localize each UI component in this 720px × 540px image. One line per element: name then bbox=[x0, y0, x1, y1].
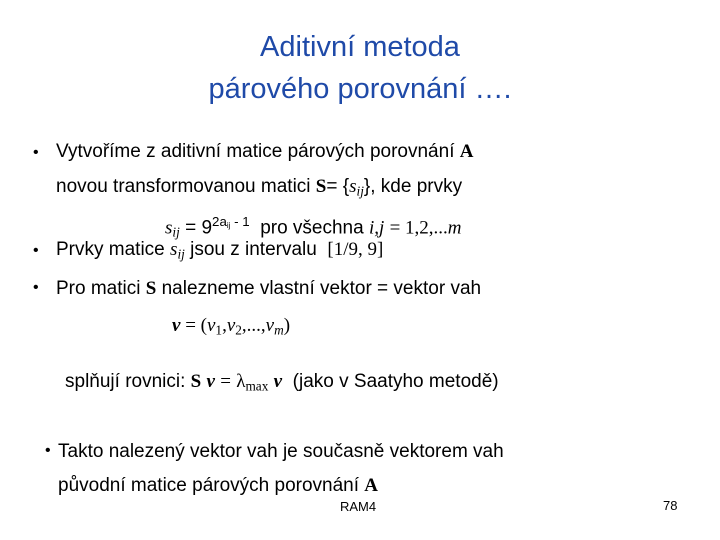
vector-v1: v bbox=[206, 315, 216, 336]
index-vars: i,j bbox=[368, 217, 385, 239]
interval: [1/9, 9] bbox=[327, 239, 384, 260]
vector-comma: , bbox=[222, 315, 227, 336]
bullet-1-line-1 bbox=[56, 140, 474, 164]
vector-dots: ,..., bbox=[241, 315, 266, 336]
equation-s: S bbox=[190, 371, 202, 392]
bullet-2-s-index: ij bbox=[177, 246, 185, 262]
matrix-a-symbol: A bbox=[459, 141, 474, 162]
title-line-2: párového porovnání …. bbox=[208, 73, 512, 105]
vector-line bbox=[172, 314, 290, 342]
vector-close: ) bbox=[283, 315, 291, 336]
vector-sub-1: 1 bbox=[215, 322, 223, 338]
footer-label: RAM4 bbox=[340, 499, 377, 514]
bullet-3-text: Pro matici bbox=[56, 278, 141, 299]
set-close-text: }, kde prvky bbox=[363, 176, 463, 197]
bullet-3-text-2: nalezneme vlastní vektor = vektor vah bbox=[161, 278, 482, 299]
equation-line bbox=[65, 370, 499, 398]
bullet-4-line-1 bbox=[58, 440, 504, 464]
page-number: 78 bbox=[663, 498, 678, 513]
bullet-2-line bbox=[56, 238, 383, 266]
bullet-1-text-2: novou transformovanou matici bbox=[56, 176, 311, 197]
formula-exponent bbox=[212, 214, 250, 229]
vector-v2: v bbox=[226, 315, 236, 336]
bullet-dot-4: • bbox=[45, 442, 51, 459]
bullet-4-text: Takto nalezený vektor vah je současně vektorem vah bbox=[58, 441, 504, 462]
bullet-3-s: S bbox=[145, 278, 157, 299]
satisfy-text: splňují rovnici: bbox=[65, 371, 186, 392]
exponent-index: ij bbox=[226, 220, 231, 230]
lambda-symbol: λ bbox=[236, 371, 246, 392]
bullet-dot-1: • bbox=[33, 144, 39, 161]
bullet-2-text-2: jsou z intervalu bbox=[190, 239, 317, 260]
formula-base: 9 bbox=[201, 217, 213, 239]
matrix-s-symbol: S bbox=[315, 176, 327, 197]
bullet-dot-2: • bbox=[33, 242, 39, 259]
vector-vm: v bbox=[265, 315, 275, 336]
equation-v: v bbox=[206, 371, 215, 392]
formula-s: s bbox=[165, 217, 173, 239]
bullet-4-text-2: původní matice párových porovnání bbox=[58, 475, 360, 496]
exponent-a: 2a bbox=[212, 214, 227, 229]
vector-sub-m: m bbox=[274, 322, 284, 338]
s-element: s bbox=[349, 176, 357, 197]
vector-sub-2: 2 bbox=[235, 322, 242, 338]
index-m: m bbox=[447, 217, 462, 239]
title-line-1: Aditivní metoda bbox=[260, 31, 460, 63]
bullet-3-line bbox=[56, 277, 481, 301]
saaty-note: (jako v Saatyho metodě) bbox=[292, 371, 499, 392]
equation-eq: = bbox=[220, 371, 231, 392]
vector-v: v bbox=[172, 315, 181, 336]
bullet-1-text: Vytvoříme z aditivní matice párových porovnání bbox=[56, 141, 455, 162]
exponent-tail: - 1 bbox=[234, 214, 250, 229]
s-element-index: ij bbox=[356, 183, 364, 199]
formula-equals: = bbox=[185, 217, 197, 239]
matrix-a-symbol-2: A bbox=[364, 475, 379, 496]
lambda-max: max bbox=[245, 378, 269, 394]
bullet-2-s: s bbox=[170, 239, 178, 260]
formula-s-index: ij bbox=[172, 224, 180, 240]
vector-eq: = ( bbox=[185, 315, 207, 336]
bullet-1-line-2 bbox=[56, 175, 462, 203]
slide-title bbox=[0, 26, 720, 110]
bullet-2-text: Prvky matice bbox=[56, 239, 165, 260]
set-equals: = { bbox=[326, 176, 350, 197]
bullet-4-line-2 bbox=[58, 474, 378, 498]
for-all-text: pro všechna bbox=[260, 217, 364, 239]
index-range: = 1,2,... bbox=[389, 217, 448, 239]
bullet-dot-3: • bbox=[33, 279, 39, 296]
equation-v-2: v bbox=[273, 371, 283, 392]
